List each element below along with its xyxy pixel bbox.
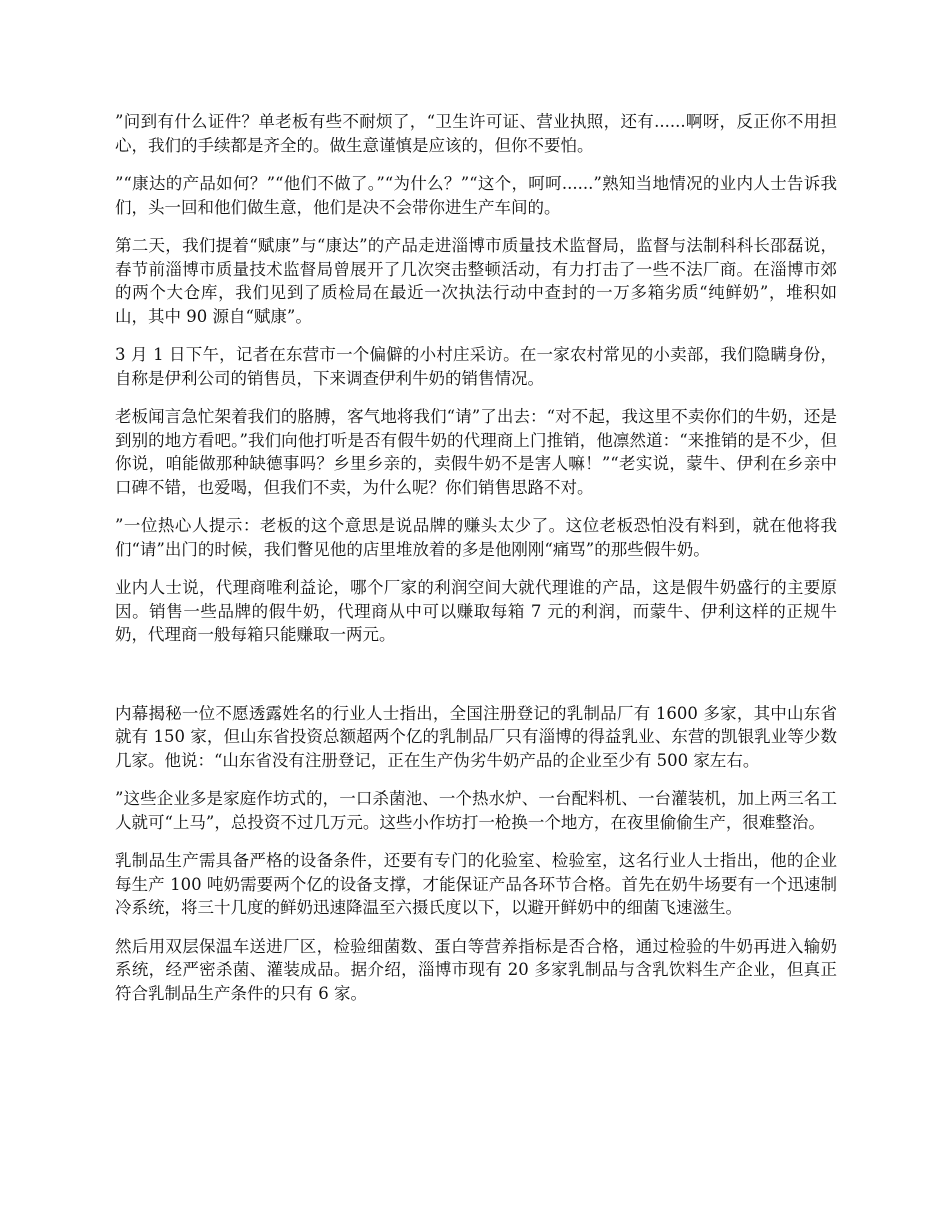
paragraph-equipment: 乳制品生产需具备严格的设备条件，还要有专门的化验室、检验室，这名行业人士指出，他的企业每生产 100 吨奶需要两个亿的设备支撑，才能保证产品各环节合格。首先在奶牛场要有一个迅速制冷系统，将三十几度的鲜奶迅速降温至六摄氏度以下，以避开鲜奶中的细菌飞速滋生。	[115, 851, 837, 917]
paragraph-kangda-products: ”“康达的产品如何？”“他们不做了。”“为什么？”“这个，呵呵......”熟知当地情况的业内人士告诉我们，头一回和他们做生意，他们是决不会带你进生产车间的。	[115, 174, 837, 217]
paragraph-insider-revelation: 内幕揭秘一位不愿透露姓名的行业人士指出，全国注册登记的乳制品厂有 1600 多家，其中山东省就有 150 家，但山东省投资总额超两个亿的乳制品厂只有淄博的得益乳业、东营的凯银乳业等少数几家。他说：“山东省没有注册登记，正在生产伪劣牛奶产品的企业至少有 500 家左右。	[115, 703, 837, 770]
paragraph-agents-profit: 业内人士说，代理商唯利益论，哪个厂家的利润空间大就代理谁的产品，这是假牛奶盛行的主要原因。销售一些品牌的假牛奶，代理商从中可以赚取每箱 7 元的利润，而蒙牛、伊利这样的正规牛奶，代理商一般每箱只能赚取一两元。	[115, 578, 837, 644]
paragraph-process: 然后用双层保温车送进厂区，检验细菌数、蛋白等营养指标是否合格，通过检验的牛奶再进入输奶系统，经严密杀菌、灌装成品。据介绍，淄博市现有 20 多家乳制品与含乳饮料生产企业，但真正符合乳制品生产条件的只有 6 家。	[115, 936, 837, 1003]
paragraph-workshops: ”这些企业多是家庭作坊式的，一口杀菌池、一个热水炉、一台配料机、一台灌装机，加上两三名工人就可“上马”，总投资不过几万元。这些小作坊打一枪换一个地方，在夜里偷偷生产，很难整治。	[115, 789, 837, 832]
paragraph-dongying-visit: 3 月 1 日下午，记者在东营市一个偏僻的小村庄采访。在一家农村常见的小卖部，我们隐瞒身份，自称是伊利公司的销售员，下来调查伊利牛奶的销售情况。	[115, 345, 837, 388]
paragraph-certificates: ”问到有什么证件？单老板有些不耐烦了，“卫生许可证、营业执照，还有......啊呀，反正你不用担心，我们的手续都是齐全的。做生意谨慎是应该的，但你不要怕。	[115, 112, 837, 155]
paragraph-shop-owner: 老板闻言急忙架着我们的胳膊，客气地将我们“请”了出去：“对不起，我这里不卖你们的牛奶，还是到别的地方看吧。”我们向他打听是否有假牛奶的代理商上门推销，他凛然道：“来推销的是不少，但你说，咱能做那种缺德事吗？乡里乡亲的，卖假牛奶不是害人嘛！”“老实说，蒙牛、伊利在乡亲中口碑不错，也爱喝，但我们不卖，为什么呢？你们销售思路不对。	[115, 407, 837, 497]
section-gap	[115, 662, 837, 702]
document-page	[115, 110, 837, 1020]
paragraph-hint: ”一位热心人提示：老板的这个意思是说品牌的赚头太少了。这位老板恐怕没有料到，就在他将我们“请”出门的时候，我们瞥见他的店里堆放着的多是他刚刚“痛骂”的那些假牛奶。	[115, 516, 837, 559]
paragraph-quality-bureau: 第二天，我们提着“赋康”与“康达”的产品走进淄博市质量技术监督局，监督与法制科科长邵磊说，春节前淄博市质量技术监督局曾展开了几次突击整顿活动，有力打击了一些不法厂商。在淄博市郊的两个大仓库，我们见到了质检局在最近一次执法行动中查封的一万多箱劣质“纯鲜奶”，堆积如山，其中 90 源自“赋康”。	[115, 236, 837, 326]
